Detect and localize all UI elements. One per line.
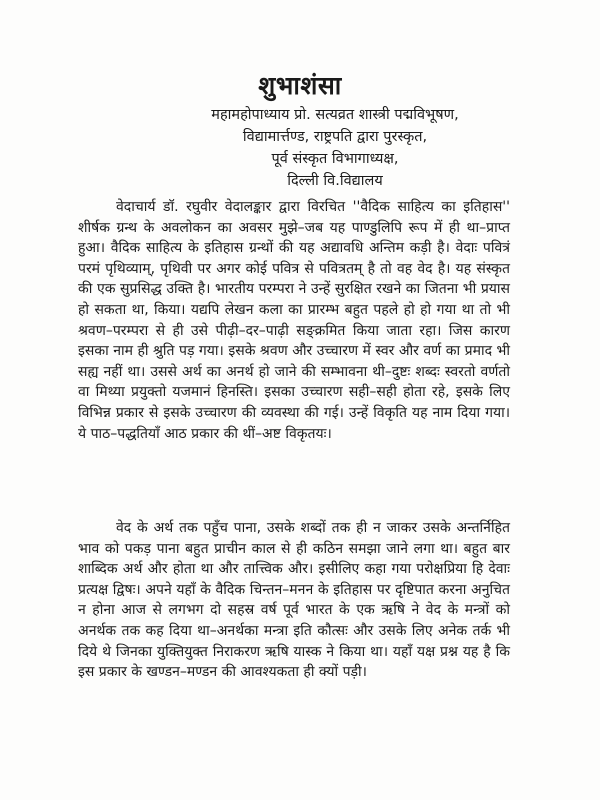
author-university-line: दिल्ली वि.विद्यालय	[287, 173, 383, 189]
paragraph-2	[78, 518, 510, 683]
author-honor-line: विद्यामार्त्तण्ड, राष्ट्रपति द्वारा पुरस्कृत,	[242, 129, 428, 145]
paragraph-1-text: वेदाचार्य डॉ. रघुवीर वेदालङ्कार द्वारा विरचित ''वैदिक साहित्य का इतिहास'' शीर्षक ग्रन्थ के अवलोकन का अवसर मुझे–जब यह पाण्डुलिपि रूप में ही था–प्राप्त हुआ। वैदिक साहित्य के इतिहास ग्रन्थों की यह अद्यावधि अन्तिम कड़ी है। वेदाः पवित्रं परमं पृथिव्याम्, पृथिवी पर अगर कोई पवित्र से पवित्रतम् है तो वह वेद है। यह संस्कृत की एक सुप्रसिद्ध उक्ति है। भारतीय परम्परा ने उन्हें सुरक्षित रखने का जितना भी प्रयास हो सकता था, किया। यद्यपि लेखन कला का प्रारम्भ बहुत पहले हो हो गया था तो भी श्रवण–परम्परा से ही उसे पीढ़ी–दर–पाढ़ी सङ्क्रमित किया जाता रहा। जिस कारण इसका नाम ही श्रुति पड़ गया। इसके श्रवण और उच्चारण में स्वर और वर्ण का प्रमाद भी सह्य नहीं था। उससे अर्थ का अनर्थ हो जाने की सम्भावना थी–दुष्टः शब्दः स्वरतो वर्णतो वा मिथ्या प्रयुक्तो यजमानं हिनस्ति। इसका उच्चारण सही–सही होता रहे, इसके लिए विभिन्न प्रकार से इसके उच्चारण की व्यवस्था की गई। उन्हें विकृति यह नाम दिया गया। ये पाठ–पद्धतियाँ आठ प्रकार की थीं–अष्ट विकृतयः।	[78, 199, 510, 442]
page-title: शुभाशंसा	[258, 71, 342, 100]
author-attribution	[175, 104, 495, 192]
paragraph-1	[78, 197, 510, 444]
paragraph-2-text: वेद के अर्थ तक पहुँच पाना, उसके शब्दों तक ही न जाकर उसके अन्तर्निहित भाव को पकड़ पाना बहुत प्राचीन काल से ही कठिन समझा जाने लगा था। बहुत बार शाब्दिक अर्थ और होता था और तात्त्विक और। इसीलिए कहा गया परोक्षप्रिया हि देवाः प्रत्यक्ष द्विषः। अपने यहाँ के वैदिक चिन्तन–मनन के इतिहास पर दृष्टिपात करना अनुचित न होना आज से लगभग दो सहस्र वर्ष पूर्व भारत के एक ऋषि ने वेद के मन्त्रों को अनर्थक तक कह दिया था–अनर्थका मन्त्रा इति कौत्सः और उसके लिए अनेक तर्क भी दिये थे जिनका युक्तियुक्त निराकरण ऋषि यास्क ने किया था। यहाँ यक्ष प्रश्न यह है कि इस प्रकार के खण्डन–मण्डन की आवश्यकता ही क्यों पड़ी।	[78, 520, 510, 681]
author-position-line: पूर्व संस्कृत विभागाध्यक्ष,	[271, 151, 399, 167]
author-name-line: महामहोपाध्याय प्रो. सत्यव्रत शास्त्री पद्मविभूषण,	[211, 107, 459, 123]
